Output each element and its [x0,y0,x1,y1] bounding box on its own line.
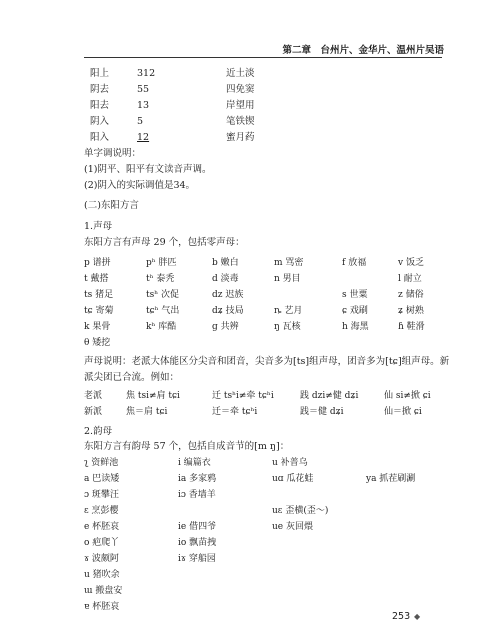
final-cell: ɐ 杯胚哀 [84,602,120,612]
final-cell: ya 抓茬刷涮 [366,474,416,484]
final-cell: i 编篇衣 [178,458,211,468]
tone-example: 笔铁锲 [226,116,255,127]
initial-cell: t 戴搭 [84,274,109,284]
tone-example: 岸望用 [226,100,255,111]
tone-note-item: (2)阴入的实际调值是34。 [84,180,196,191]
initial-cell: θ 矮挖 [84,338,111,348]
finals-intro: 东阳方言有韵母 57 个，包括自成音节的[m ŋ]： [84,441,290,452]
final-cell: u 猪吹余 [84,570,120,580]
tone-name: 阳入 [90,132,110,143]
initials-note-line: 派尖团已合流。例如： [84,372,180,383]
tone-value: 312 [137,68,156,79]
final-cell: uɛ 歪横(歪～) [272,506,329,516]
new-style-label: 新派 [84,407,103,417]
tone-note-item: (1)阴平、阳平有文读音声调。 [84,164,212,175]
initial-cell: ɦ 鞋滑 [398,322,425,332]
tone-name: 阴去 [90,84,110,95]
initial-cell: p 谱拼 [84,258,111,268]
initials-intro: 东阳方言有声母 29 个，包括零声母： [84,237,245,248]
initial-cell: ʑ 树熟 [398,306,424,316]
initial-cell: tɕʰ 气出 [146,306,180,316]
initial-cell: v 饭乏 [398,258,424,268]
final-cell: ia 多家鸦 [178,474,217,484]
final-cell: iɔ 香墙羊 [178,490,216,500]
initial-cell: d 淡毒 [212,274,239,284]
final-cell: a 巴读矮 [84,474,120,484]
final-cell: ɯ 搬盘安 [84,586,123,596]
initial-cell: h 海黑 [342,322,369,332]
example-cell: 仙 si≠掀 ɕi [384,391,431,401]
tone-name: 阳去 [90,100,110,111]
tone-example: 近土淡 [226,68,255,79]
tone-value: 12 [137,132,150,143]
initial-cell: tsʰ 次促 [146,290,179,300]
initial-cell: ȵ 艺月 [274,306,303,316]
initial-cell: n 男目 [274,274,301,284]
final-cell: u 补普乌 [272,458,308,468]
tone-example: 四免窦 [226,84,255,95]
final-cell: ɤ 波颇阿 [84,554,119,564]
example-cell: 践＝健 dʑi [300,407,344,417]
tone-example: 蜜月药 [226,132,255,143]
example-cell: 焦＝肩 tɕi [126,407,168,417]
tone-notes-title: 单字调说明： [84,148,142,159]
tone-value: 13 [137,100,150,111]
initials-heading: 1.声母 [84,221,113,232]
final-cell: e 杯胚哀 [84,522,120,532]
old-style-label: 老派 [84,391,103,401]
final-cell: ʅ 资鲜池 [84,458,119,468]
final-cell: iɤ 穿船园 [178,554,216,564]
initial-cell: l 耐立 [398,274,422,284]
initial-cell: ɕ 戏刷 [342,306,368,316]
example-cell: 迁＝牵 tɕʰi [212,407,258,417]
initials-note-line: 声母说明：老派大体能区分尖音和团音，尖音多为[ts]组声母，团音多为[tɕ]组声母。新 [84,356,450,367]
initial-cell: f 放福 [342,258,367,268]
initial-cell: pʰ 胖匹 [146,258,177,268]
initial-cell: dʑ 技局 [212,306,244,316]
running-header: 第二章 台州片、金华片、温州片吴语 [282,45,444,56]
initial-cell: tʰ 泰秃 [146,274,175,284]
example-cell: 迁 tsʰi≠牵 tɕʰi [212,391,274,401]
initial-cell: m 骂密 [274,258,304,268]
final-cell: ie 借四爷 [178,522,217,532]
initial-cell: dz 迟族 [212,290,244,300]
final-cell: io 飘苗拽 [178,538,217,548]
final-cell: ue 灰回煨 [272,522,313,532]
final-cell: uɑ 瓜花蛙 [272,474,314,484]
initial-cell: ts 猪足 [84,290,114,300]
final-cell: ɛ 烹彭樱 [84,506,119,516]
tone-value: 55 [137,84,150,95]
example-cell: 焦 tsi≠肩 tɕi [126,391,180,401]
page-ornament-icon: ◆ [414,612,421,621]
initial-cell: s 世粟 [342,290,368,300]
initial-cell: kʰ 库酷 [146,322,177,332]
initial-cell: b 嫩白 [212,258,239,268]
section-title: (二)东阳方言 [84,200,139,211]
initial-cell: k 果骨 [84,322,111,332]
page-number: 253 [392,611,411,622]
initial-cell: ŋ 瓦核 [274,322,301,332]
example-cell: 践 dzi≠健 dʑi [300,391,359,401]
example-cell: 仙＝掀 ɕi [384,407,422,417]
tone-value: 5 [137,116,144,127]
initial-cell: g 共辨 [212,322,239,332]
tone-name: 阳上 [90,68,110,79]
final-cell: ɔ 斑攀汪 [84,490,119,500]
initial-cell: tɕ 寄菊 [84,306,114,316]
tone-name: 阴入 [90,116,110,127]
initial-cell: z 储俗 [398,290,424,300]
header-rule [84,57,442,58]
final-cell: o 疤爬丫 [84,538,120,548]
finals-heading: 2.韵母 [84,426,113,437]
